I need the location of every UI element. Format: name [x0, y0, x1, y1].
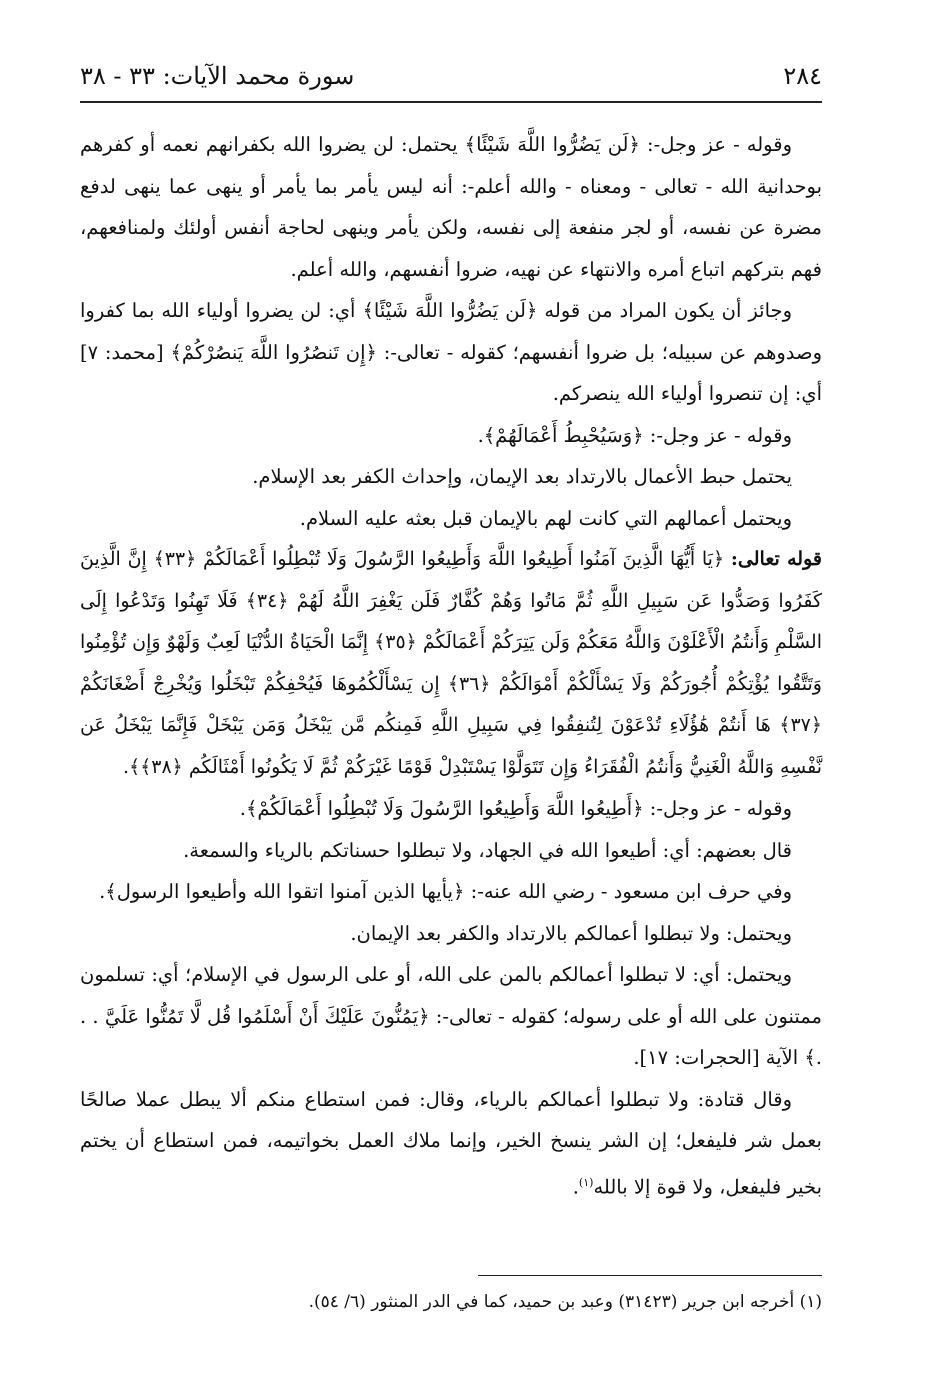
paragraph: وقوله - عز وجل-: ﴿أَطِيعُوا اللَّهَ وَأَطِيعُوا الرَّسُولَ وَلَا تُبْطِلُوا أَعْمَالَكُمْ﴾.	[239, 797, 792, 820]
paragraph: وجائز أن يكون المراد من قوله ﴿لَن يَضُرُّوا اللَّهَ شَيْئًا﴾ أي: لن يضروا أولياء الله بما كفروا وصدوهم عن سبيله؛ بل ضروا أنفسهم؛ كقوله - تعالى-: ﴿إِن تَنصُرُوا اللَّهَ يَنصُرْكُمْ﴾ [محمد: ٧] أي: إن تنصروا أولياء الله ينصركم.	[80, 299, 822, 405]
running-title: سورة محمد الآيات: ٣٣ - ٣٨	[80, 62, 355, 90]
paragraph-last	[80, 1079, 822, 1208]
paragraph: ويحتمل: أي: لا تبطلوا أعمالكم بالمن على الله، أو على الرسول في الإسلام؛ أي: تسلمون ممتنون على الله أو على رسوله؛ كقوله - تعالى-: ﴿يَمُنُّونَ عَلَيْكَ أَنْ أَسْلَمُوا قُل لَّا تَمُنُّوا عَلَيَّ . . .﴾ الآية [الحجرات: ١٧].	[80, 963, 822, 1069]
header-rule	[80, 101, 822, 103]
paragraph-end: .	[572, 1175, 579, 1198]
page-number: ٢٨٤	[783, 62, 822, 90]
paragraph: يحتمل حبط الأعمال بالارتداد بعد الإيمان، وإحداث الكفر بعد الإسلام.	[252, 465, 792, 488]
page-header	[80, 62, 822, 98]
paragraph: قال بعضهم: أي: أطيعوا الله في الجهاد، ولا تبطلوا حسناتكم بالرياء والسمعة.	[183, 838, 792, 862]
paragraph: ويحتمل: ولا تبطلوا أعمالكم بالارتداد والكفر بعد الإيمان.	[350, 921, 792, 945]
paragraph: وقوله - عز وجل-: ﴿وَسَيُحْبِطُ أَعْمَالَهُمْ﴾.	[477, 423, 792, 447]
paragraph: وفي حرف ابن مسعود - رضي الله عنه-: ﴿يأيها الذين آمنوا اتقوا الله وأطيعوا الرسول﴾.	[99, 880, 792, 903]
paragraph-text: وقال قتادة: ولا تبطلوا أعمالكم بالرياء، وقال: فمن استطاع منكم ألا يبطل عملا صالحًا بعمل شر فليفعل؛ إن الشر ينسخ الخير، وإنما ملاك العمل بخواتيمه، فمن استطاع أن يختم بخير فليفعل، ولا قوة إلا بالله	[80, 1087, 822, 1198]
verse-text: ﴿يَا أَيُّهَا الَّذِينَ آمَنُوا أَطِيعُوا اللَّهَ وَأَطِيعُوا الرَّسُولَ وَلَا تُبْطِلُوا أَعْمَالَكُمْ ﴿٣٣﴾ إِنَّ الَّذِينَ كَفَرُوا وَصَدُّوا عَن سَبِيلِ اللَّهِ ثُمَّ مَاتُوا وَهُمْ كُفَّارٌ فَلَن يَغْفِرَ اللَّهُ لَهُمْ ﴿٣٤﴾ فَلَا تَهِنُوا وَتَدْعُوا إِلَى السَّلْمِ وَأَنتُمُ الْأَعْلَوْنَ وَاللَّهُ مَعَكُمْ وَلَن يَتِرَكُمْ أَعْمَالَكُمْ ﴿٣٥﴾ إِنَّمَا الْحَيَاةُ الدُّنْيَا لَعِبٌ وَلَهْوٌ وَإِن تُؤْمِنُوا وَتَتَّقُوا يُؤْتِكُمْ أُجُورَكُمْ وَلَا يَسْأَلْكُمْ أَمْوَالَكُمْ ﴿٣٦﴾ إِن يَسْأَلْكُمُوهَا فَيُحْفِكُمْ تَبْخَلُوا وَيُخْرِجْ أَضْغَانَكُمْ ﴿٣٧﴾ هَا أَنتُمْ هَٰؤُلَاءِ تُدْعَوْنَ لِتُنفِقُوا فِي سَبِيلِ اللَّهِ فَمِنكُم مَّن يَبْخَلُ وَمَن يَبْخَلْ فَإِنَّمَا يَبْخَلُ عَن نَّفْسِهِ وَاللَّهُ الْغَنِيُّ وَأَنتُمُ الْفُقَرَاءُ وَإِن تَتَوَلَّوْا يَسْتَبْدِلْ قَوْمًا غَيْرَكُمْ ثُمَّ لَا يَكُونُوا أَمْثَالَكُم ﴿٣٨﴾﴾.	[80, 548, 822, 778]
page-body	[80, 124, 822, 1208]
footnote: (١) أخرجه ابن جرير (٣١٤٢٣) وعبد بن حميد، كما في الدر المنثور (٦/ ٥٤).	[308, 1292, 822, 1312]
paragraph: وقوله - عز وجل-: ﴿لَن يَضُرُّوا اللَّهَ شَيْئًا﴾ يحتمل: لن يضروا الله بكفرانهم نعمه أو كفرهم بوحدانية الله - تعالى - ومعناه - والله أعلم-: أنه ليس يأمر بما يأمر أو ينهى عما ينهى لدفع مضرة عن نفسه، أو لجر منفعة إلى نفسه، ولكن يأمر وينهى لحاجة أنفس أولئك ولمنافعهم، فهم بتركهم اتباع أمره والانتهاء عن نهيه، ضروا أنفسهم، والله أعلم.	[80, 133, 822, 281]
verse-lead: قوله تعالى:	[730, 548, 822, 570]
footnote-ref: (١)	[578, 1175, 594, 1189]
footnote-rule	[478, 1275, 822, 1276]
paragraph: ويحتمل أعمالهم التي كانت لهم بالإيمان قبل بعثه عليه السلام.	[299, 506, 792, 530]
verse-block	[80, 539, 822, 788]
